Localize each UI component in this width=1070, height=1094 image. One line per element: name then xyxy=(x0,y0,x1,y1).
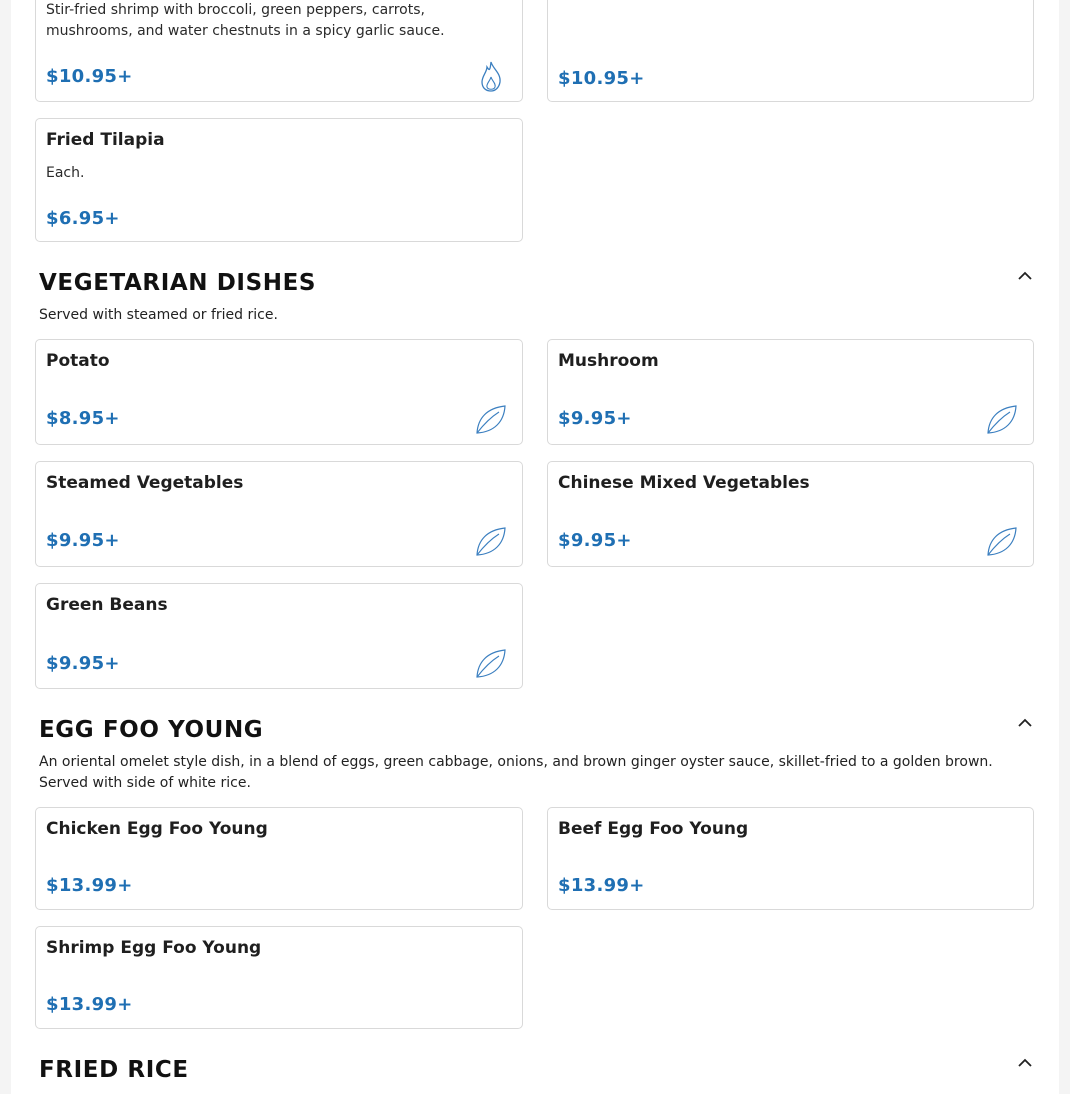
menu-page xyxy=(11,0,1059,1094)
item-price: $10.95+ xyxy=(46,66,133,87)
item-name: Fried Tilapia xyxy=(46,130,165,150)
vegetarian-leaf-icon xyxy=(474,402,508,436)
item-name: Beef Egg Foo Young xyxy=(558,819,749,839)
item-price: $9.95+ xyxy=(558,530,632,551)
item-description: Stir-fried shrimp with broccoli, green peppers, carrots, mushrooms, and water chestnuts in a spicy garlic sauce. xyxy=(46,2,445,39)
item-price: $10.95+ xyxy=(558,68,645,89)
item-price: $13.99+ xyxy=(46,994,133,1015)
section-title: FRIED RICE xyxy=(39,1057,189,1083)
menu-item-card[interactable] xyxy=(547,461,1034,567)
chevron-up-icon[interactable] xyxy=(1015,268,1035,284)
menu-item-card[interactable] xyxy=(35,118,523,242)
menu-item-card[interactable] xyxy=(35,461,523,567)
vegetarian-leaf-icon xyxy=(474,524,508,558)
menu-item-card[interactable] xyxy=(547,807,1034,910)
menu-item-card[interactable] xyxy=(35,0,523,102)
item-name: Mushroom xyxy=(558,351,659,371)
item-name: Green Beans xyxy=(46,595,168,615)
menu-item-card[interactable] xyxy=(35,583,523,689)
item-description: Each. xyxy=(46,165,85,181)
chevron-up-icon[interactable] xyxy=(1015,715,1035,731)
item-price: $9.95+ xyxy=(46,530,120,551)
vegetarian-leaf-icon xyxy=(474,646,508,680)
item-price: $13.99+ xyxy=(558,875,645,896)
item-name: Chicken Egg Foo Young xyxy=(46,819,268,839)
section-title: VEGETARIAN DISHES xyxy=(39,270,317,296)
menu-item-card[interactable] xyxy=(35,339,523,445)
item-price: $6.95+ xyxy=(46,208,120,229)
spicy-flame-icon xyxy=(474,59,508,93)
item-price: $8.95+ xyxy=(46,408,120,429)
vegetarian-leaf-icon xyxy=(985,402,1019,436)
item-name: Chinese Mixed Vegetables xyxy=(558,473,810,493)
menu-item-card[interactable] xyxy=(35,807,523,910)
chevron-up-icon[interactable] xyxy=(1015,1055,1035,1071)
vegetarian-leaf-icon xyxy=(985,524,1019,558)
item-name: Shrimp Egg Foo Young xyxy=(46,938,262,958)
menu-item-card[interactable] xyxy=(547,339,1034,445)
section-description: Served with steamed or fried rice. xyxy=(39,307,278,323)
item-name: Potato xyxy=(46,351,110,371)
section-title: EGG FOO YOUNG xyxy=(39,717,264,743)
item-price: $9.95+ xyxy=(46,653,120,674)
menu-item-card[interactable] xyxy=(547,0,1034,102)
item-price: $9.95+ xyxy=(558,408,632,429)
item-price: $13.99+ xyxy=(46,875,133,896)
item-name: Steamed Vegetables xyxy=(46,473,244,493)
section-description: An oriental omelet style dish, in a blend of eggs, green cabbage, onions, and brown ginger oyster sauce, skillet-fried to a golden brown. Served with side of white rice. xyxy=(39,754,993,791)
menu-item-card[interactable] xyxy=(35,926,523,1029)
